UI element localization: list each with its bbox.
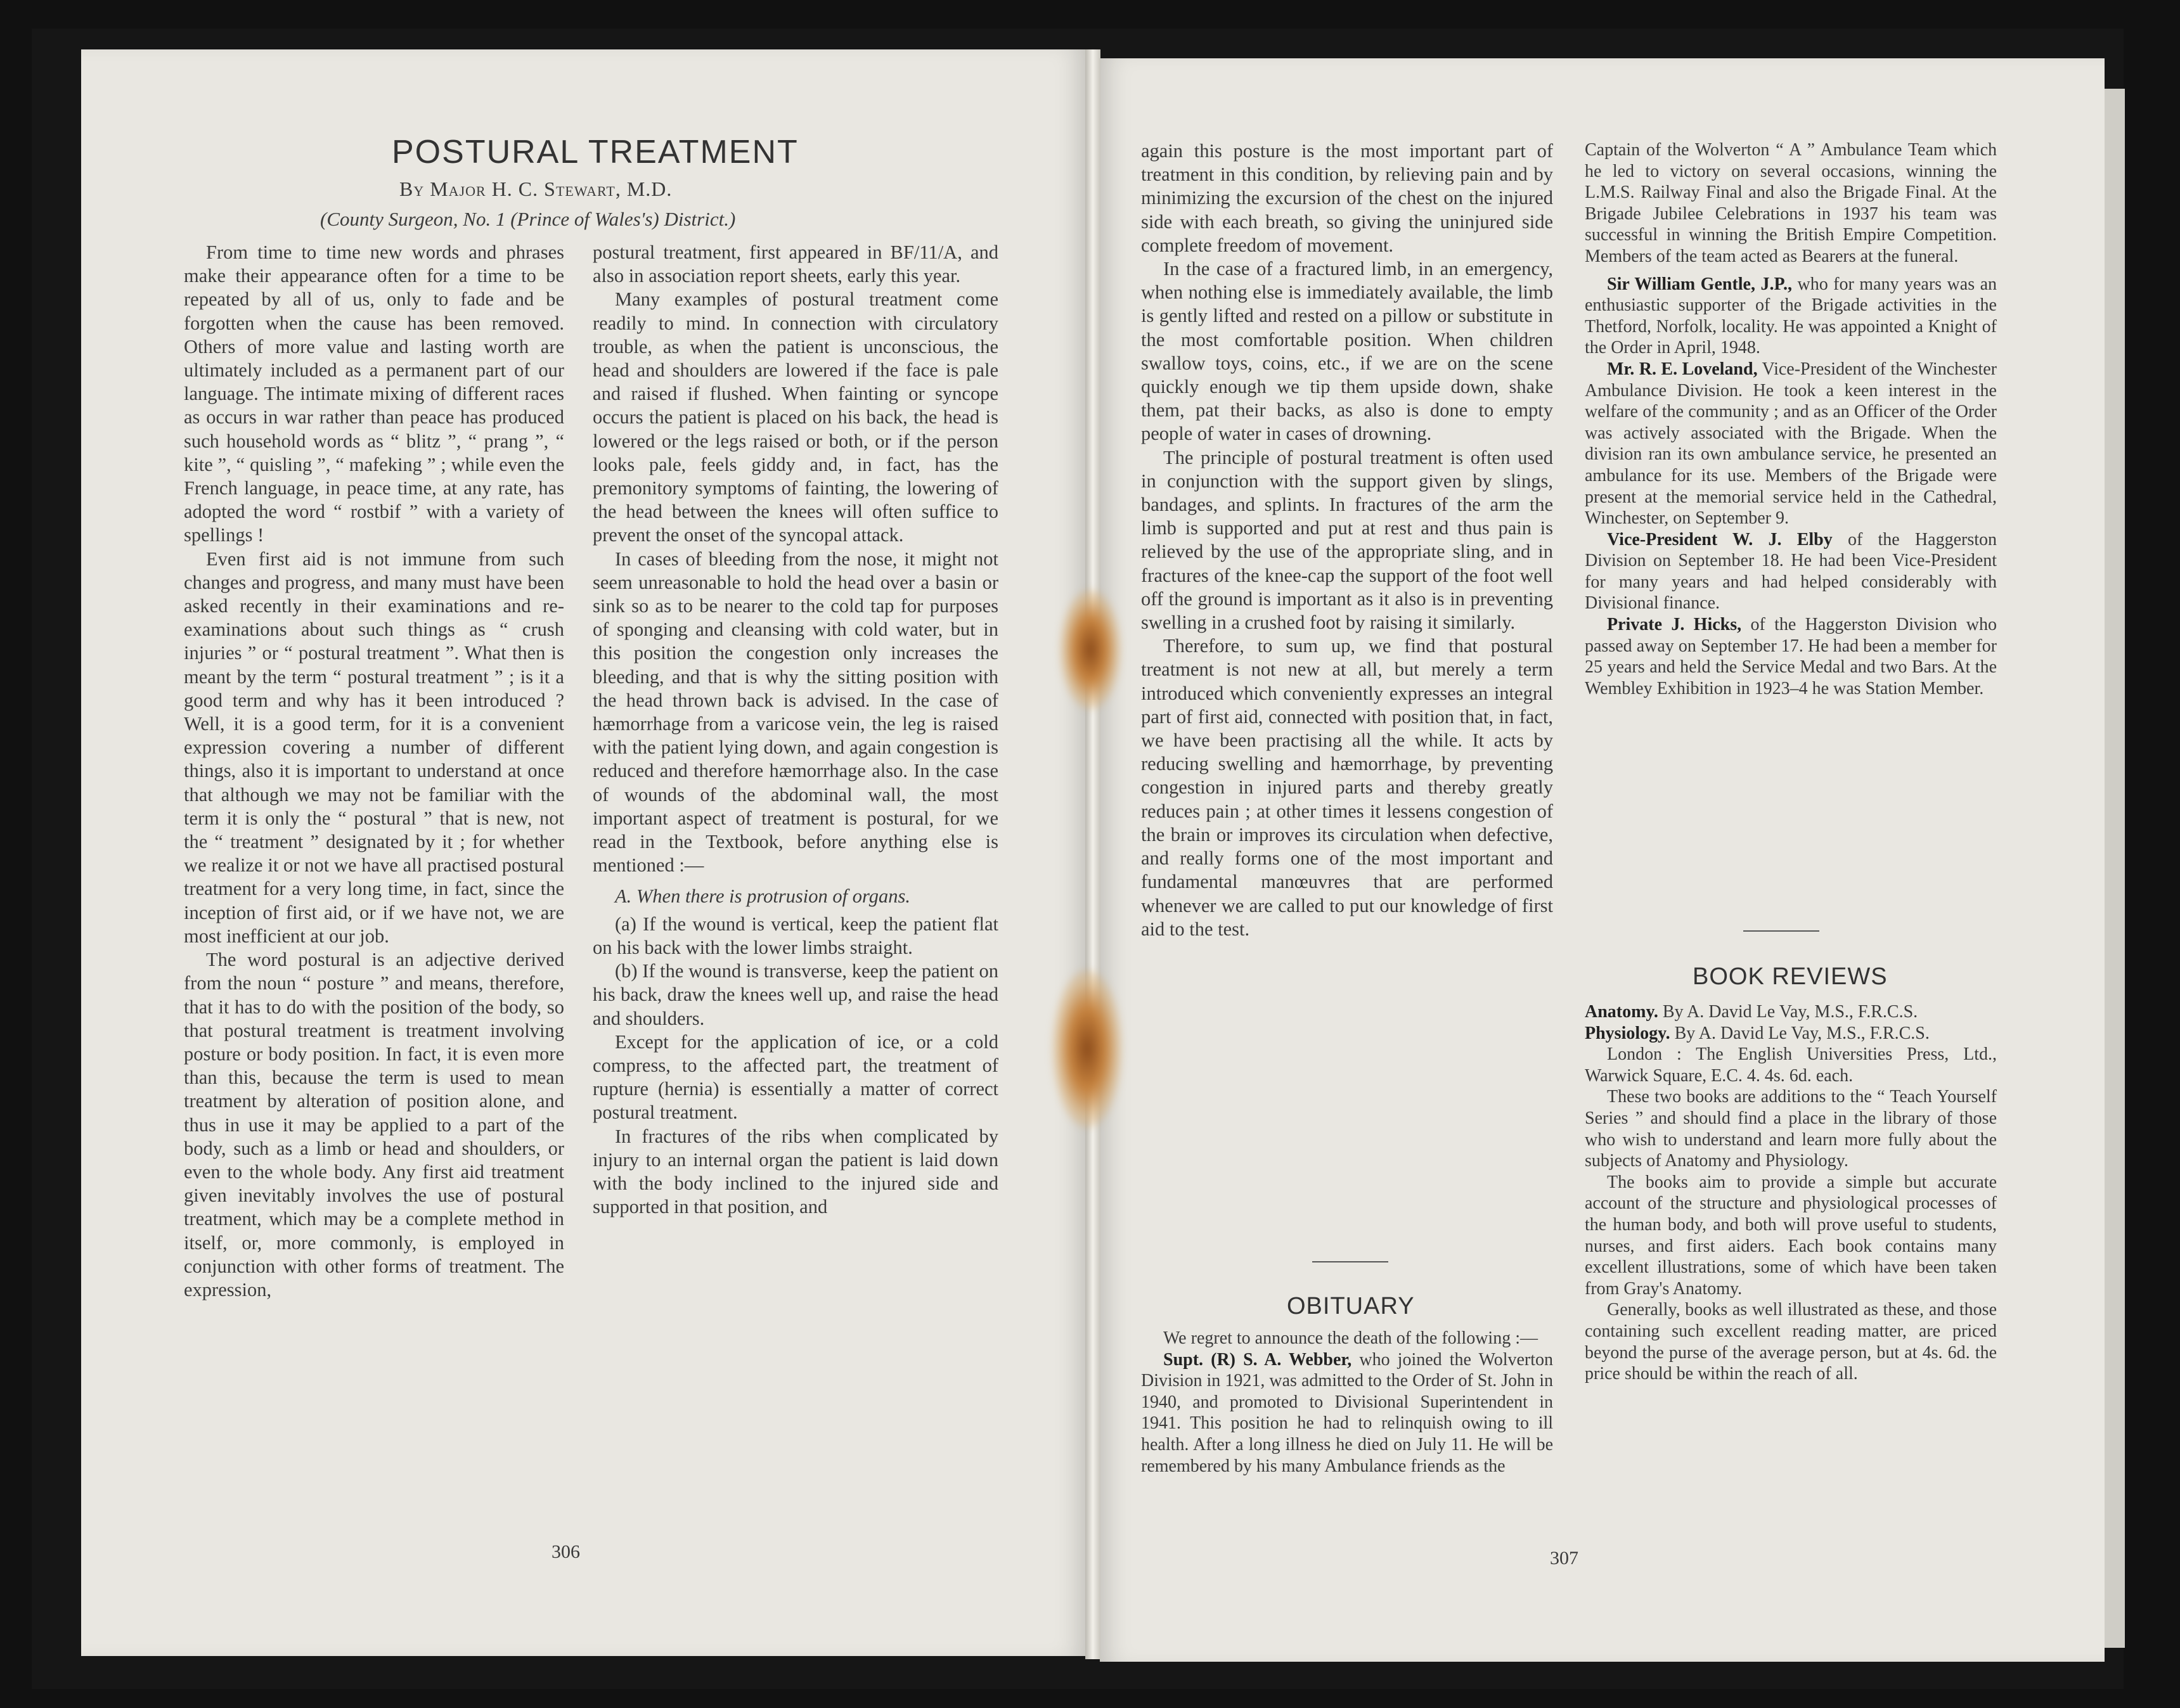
obituary-name: Sir William Gentle, J.P.,: [1607, 274, 1792, 294]
paragraph: Many examples of postural treatment come readily to mind. In connection with circulatory trouble, as when the patient is unconscious, the head and shoulders are lowered if the face is pale and raised if flushed. When fainting or syncope occurs the patient is placed on his back, the head is lowered or the legs raised or both, or if the person looks pale, feels giddy and, in fact, has the premonitory symptoms of fainting, the lowering of the head between the knees will often suffice to prevent the onset of the syncopal attack.: [593, 288, 998, 546]
page-number-right: 307: [1550, 1548, 1578, 1569]
author-affiliation: (County Surgeon, No. 1 (Prince of Wales's) District.): [320, 208, 736, 230]
book-reviews-column: [1585, 1001, 1997, 1385]
book-name: Physiology.: [1585, 1023, 1670, 1043]
paragraph: again this posture is the most important part of treatment in this condition, by relieving pain and by minimizing the excursion of the chest on the injured side with each breath, so giving the uninjured side complete freedom of movement.: [1141, 140, 1553, 256]
obituary-name: Private J. Hicks,: [1607, 615, 1742, 635]
article-title: POSTURAL TREATMENT: [392, 134, 799, 170]
paragraph: (b) If the wound is transverse, keep the patient on his back, draw the knees well up, and raise the head and shoulders.: [593, 960, 998, 1029]
left-column-2: [593, 241, 998, 1219]
obituary-intro: We regret to announce the death of the following :—: [1163, 1328, 1538, 1348]
left-column-1: [184, 241, 564, 1302]
obituary-entry-hicks: Private J. Hicks, of the Haggerston Division who passed away on September 17. He had been a member for 25 years and held the Service Medal and two Bars. At the Wembley Exhibition in 1923–4 he was Station Member.: [1585, 615, 1997, 698]
obituary-name: Supt. (R) S. A. Webber,: [1163, 1349, 1352, 1370]
paragraph: These two books are additions to the “ Teach Yourself Series ” and should find a place in the library of those who wish to understand and learn more fully about the subjects of Anatomy and Physiology.: [1585, 1087, 1997, 1171]
right-column-2: [1585, 139, 1997, 699]
paragraph: In fractures of the ribs when complicated by injury to an internal organ the patient is laid down with the body inclined to the injured side and supported in that position, and: [593, 1125, 998, 1218]
obituary-entry-webber: Supt. (R) S. A. Webber, who joined the Wolverton Division in 1921, was admitted to the Order of St. John in 1940, and promoted to Divisional Superintendent in 1941. This position he had to relinquish owing to ill health. After a long illness he died on July 11. He will be remembered by his many Ambulance friends as the: [1141, 1349, 1553, 1476]
publisher-info: London : The English Universities Press, Ltd., Warwick Square, E.C. 4. 4s. 6d. each.: [1585, 1044, 1997, 1086]
right-column-1: [1141, 139, 1553, 941]
divider: [1743, 930, 1819, 932]
article-byline: By Major H. C. Stewart, M.D.: [399, 177, 673, 200]
paragraph: Captain of the Wolverton “ A ” Ambulance Team which he led to victory on several occasions, winning the L.M.S. Railway Final and also the Brigade Final. At the Brigade Jubilee Celebrations in 1937 his team was successful in winning the British Empire Competition. Members of the team acted as Bearers at the funeral.: [1585, 140, 1997, 266]
paragraph: From time to time new words and phrases make their appearance often for a time to be repeated by all of us, only to fade and be forgotten when the cause has been removed. Others of more value and lasting worth are ultimately included as a permanent part of our language. The intimate mixing of different races as occurs in war rather than peace has produced such household words as “ blitz ”, “ prang ”, “ kite ”, “ quisling ”, “ mafeking ” ; while even the French language, in peace time, at any rate, has adopted the word “ rostbif ” with a variety of spellings !: [184, 241, 564, 546]
paragraph: postural treatment, first appeared in BF/11/A, and also in association report sheets, early this year.: [593, 241, 998, 287]
obituary-entry-gentle: Sir William Gentle, J.P., who for many years was an enthusiastic supporter of the Brigade activities in the Thetford, Norfolk, locality. He was appointed a Knight of the Order in April, 1948.: [1585, 274, 1997, 358]
paragraph: Even first aid is not immune from such changes and progress, and many must have been asked recently in their examinations and re-examinations about such things as “ crush injuries ” or “ postural treatment ”. What then is meant by the term “ postural treatment ” ; is it a good term and why has it been introduced ? Well, it is a good term, for it is a convenient expression covering a number of different things, also it is important to understand at once that although we may not be familiar with the term it is only the “ postural ” that is new, not the “ treatment ” designated by it ; for whether we realize it or not we have all practised postural treatment for a very long time, in fact, since the inception of first aid, or if we have not, we are most inefficient at our job.: [184, 548, 564, 947]
obituary-name: Vice-President W. J. Elby: [1607, 529, 1833, 549]
book-reviews-heading: BOOK REVIEWS: [1693, 963, 1888, 990]
obituary-heading: OBITUARY: [1287, 1293, 1415, 1320]
obituary-entry-loveland: Mr. R. E. Loveland, Vice-President of the Winchester Ambulance Division. He took a keen interest in the welfare of the community ; and as an Officer of the Order was actively associated with the Brigade. When the division ran its own ambulance service, he presented an ambulance for its use. Members of the Brigade were present at the memorial service held in the Cathedral, Winchester, on September 9.: [1585, 359, 1997, 529]
paragraph: Generally, books as well illustrated as these, and those containing such excellent reading matter, are priced beyond the purse of the average person, but at 4s. 6d. the price should be within the reach of all.: [1585, 1300, 1997, 1384]
book-entry-physiology: Physiology. By A. David Le Vay, M.S., F.R.C.S.: [1585, 1023, 1930, 1043]
book-gutter: [1085, 49, 1100, 1659]
paragraph: Except for the application of ice, or a cold compress, to the affected part, the treatment of rupture (hernia) is essentially a matter of correct postural treatment.: [593, 1031, 998, 1124]
obituary-entry-elby: Vice-President W. J. Elby of the Haggerston Division on September 18. He had been Vice-President for many years and had helped considerably with Divisional finance.: [1585, 529, 1997, 613]
page-edge: [2105, 89, 2125, 1648]
obituary-name: Mr. R. E. Loveland,: [1607, 359, 1758, 379]
rust-stain-lower: [1052, 970, 1122, 1128]
subheading: A. When there is protrusion of organs.: [615, 885, 910, 908]
paragraph: In the case of a fractured limb, in an emergency, when nothing else is immediately available, the limb is gently lifted and rested on a pillow or substitute in the most comfortable position. When children swallow toys, coins, etc., if we are on the scene quickly enough we tip them upside down, shake them, pat their backs, as also is done to empty people of water in cases of drowning.: [1141, 258, 1553, 445]
divider: [1312, 1261, 1388, 1262]
rust-stain-upper: [1060, 589, 1121, 710]
page-number-left: 306: [551, 1541, 580, 1562]
paragraph: The principle of postural treatment is often used in conjunction with the support given by slings, bandages, and splints. In fractures of the arm the limb is supported and put at rest and thus pain is relieved by the use of the appropriate sling, and in fractures of the knee-cap the support of the foot well off the ground is important as it also is in preventing swelling in a crushed foot by raising it similarly.: [1141, 446, 1553, 634]
book-name: Anatomy.: [1585, 1002, 1658, 1022]
paragraph: The books aim to provide a simple but accurate account of the structure and physiological processes of the human body, and both will prove useful to students, nurses, and first aiders. Each book contains many excellent illustrations, some of which have been taken from Gray's Anatomy.: [1585, 1172, 1997, 1299]
paragraph: Therefore, to sum up, we find that postural treatment is not new at all, but merely a term introduced which conveniently expresses an integral part of first aid, connected with position that, in fact, we have been practising all the while. It acts by reducing swelling and hæmorrhage, by preventing congestion in injured parts and thereby greatly reduces pain ; at other times it lessens congestion of the brain or improves its circulation when defective, and really forms one of the most important and fundamental manœuvres that are performed whenever we are called to put our knowledge of first aid to the test.: [1141, 635, 1553, 940]
obituary-column-start: [1141, 1328, 1553, 1477]
paragraph: In cases of bleeding from the nose, it might not seem unreasonable to hold the head over a basin or sink so as to be nearer to the cold tap for purposes of sponging and cleansing with cold water, but in this position the congestion only increases the bleeding, and that is why the sitting position with the head thrown back is advised. In the case of hæmorrhage from a varicose vein, the leg is raised with the patient lying down, and again congestion is reduced and therefore hæmorrhage also. In the case of wounds of the abdominal wall, the most important aspect of treatment is postural, for we read in the Textbook, before anything else is mentioned :—: [593, 548, 998, 876]
paragraph: (a) If the wound is vertical, keep the patient flat on his back with the lower limbs straight.: [593, 913, 998, 958]
paragraph: The word postural is an adjective derived from the noun “ posture ” and means, therefore, that it has to do with the position of the body, so that postural treatment is treatment involving posture or body position. In fact, it is even more than this, because the term is used to mean treatment by alteration of position alone, and thus in use it may be applied to a part of the body, such as a limb or head and shoulders, or even to the whole body. Any first aid treatment given inevitably involves the use of postural treatment, which may be a complete method in itself, or, more commonly, is employed in conjunction with other forms of treatment. The expression,: [184, 949, 564, 1300]
book-entry-anatomy: Anatomy. By A. David Le Vay, M.S., F.R.C.S.: [1585, 1002, 1918, 1022]
